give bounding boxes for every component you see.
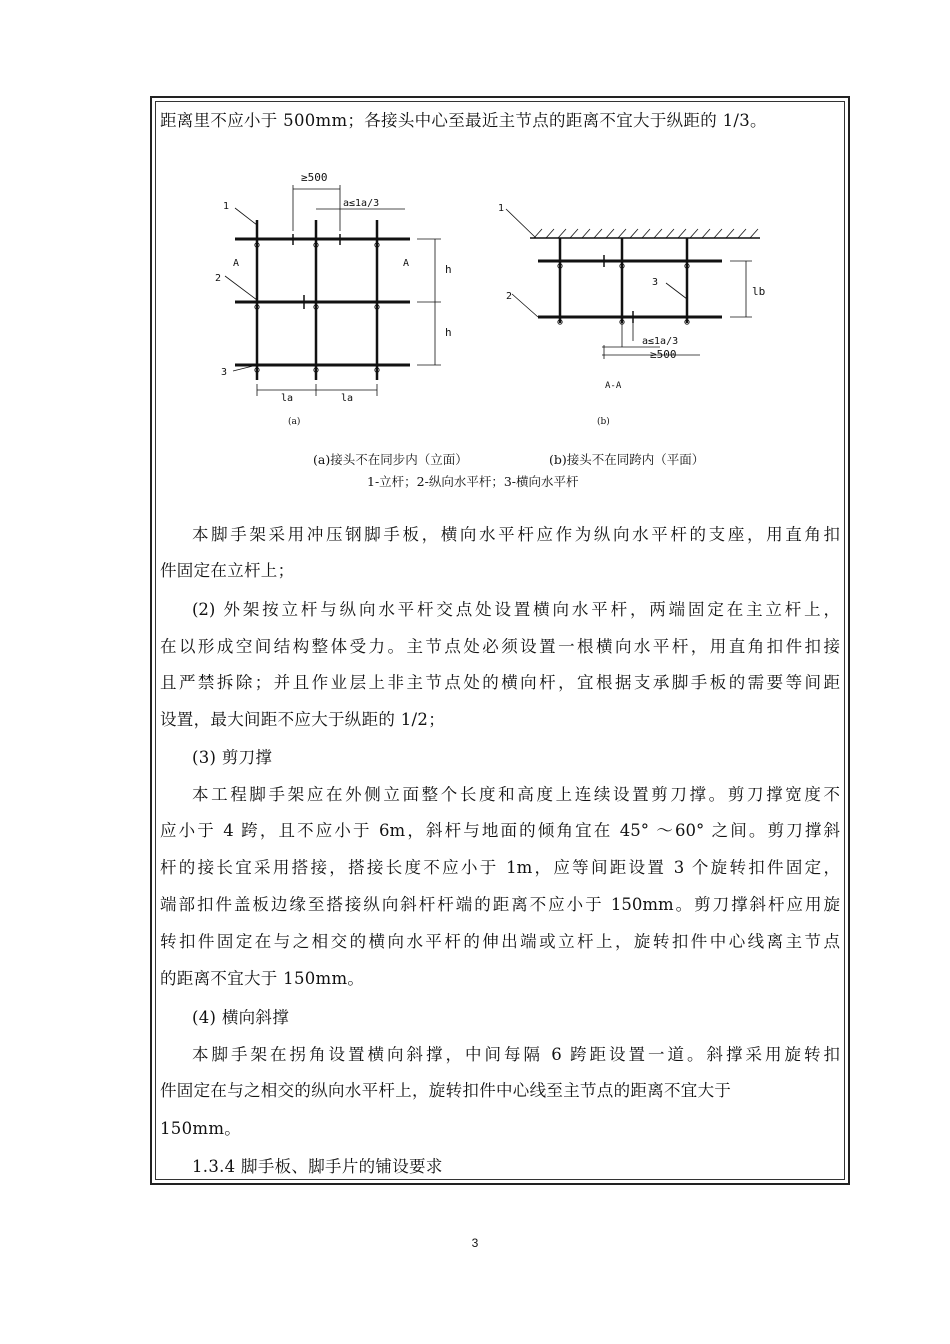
- figure-b-diagram: [490, 195, 770, 395]
- heading-4: (4) 横向斜撑: [192, 1008, 290, 1027]
- heading-3: (3) 剪刀撑: [192, 748, 273, 767]
- figure-b-sublabel: (b): [597, 417, 610, 427]
- para3-line2: 应小于 4 跨，且不应小于 6m，斜杆与地面的倾角宜在 45° ～60° 之间。剪刀撑斜: [160, 821, 840, 840]
- fig-a-section-left: A: [233, 258, 240, 269]
- para3-line3: 杆的接长宜采用搭接，搭接长度不应小于 1m，应等间距设置 3 个旋转扣件固定，: [160, 858, 840, 877]
- fig-b-lb: lb: [752, 285, 766, 298]
- fig-a-label-3: 3: [221, 367, 228, 378]
- para1-line2: 件固定在立杆上；: [160, 561, 295, 580]
- fig-a-dim-500: ≥500: [301, 171, 328, 184]
- para1-line1: 本脚手架采用冲压钢脚手板，横向水平杆应作为纵向水平杆的支座，用直角扣: [192, 525, 840, 544]
- fig-a-h2: h: [445, 326, 452, 339]
- fig-a-h1: h: [445, 263, 452, 276]
- para3-line5: 转扣件固定在与之相交的横向水平杆的伸出端或立杆上，旋转扣件中心线离主节点: [160, 932, 840, 951]
- fig-a-dim-a: a≤1a/3: [343, 198, 380, 209]
- fig-b-section: A-A: [605, 381, 622, 391]
- para2-line4: 设置，最大间距不应大于纵距的 1/2；: [160, 710, 445, 729]
- figure-a-diagram: [205, 165, 465, 415]
- fig-b-label-1: 1: [498, 203, 505, 214]
- top-line-text: 距离里不应小于 500mm；各接头中心至最近主节点的距离不宜大于纵距的 1/3。: [160, 111, 767, 130]
- fig-a-label-2: 2: [215, 273, 222, 284]
- para4-line2: 件固定在与之相交的纵向水平杆上，旋转扣件中心线至主节点的距离不宜大于: [160, 1081, 732, 1100]
- para3-line6: 的距离不宜大于 150mm。: [160, 969, 365, 988]
- section-title-1-3-4: 1.3.4 脚手板、脚手片的铺设要求: [192, 1157, 443, 1176]
- fig-a-section-right: A: [403, 258, 410, 269]
- para2-line2: 在以形成空间结构整体受力。主节点处必须设置一根横向水平杆，用直角扣件扣接: [160, 637, 840, 656]
- page-number: 3: [471, 1236, 479, 1250]
- para4-line3: 150mm。: [160, 1119, 242, 1138]
- fig-a-la1: la: [281, 393, 294, 404]
- para2-line3: 且严禁拆除；并且作业层上非主节点处的横向杆，宜根据支承脚手板的需要等间距: [160, 673, 840, 692]
- fig-a-la2: la: [341, 393, 354, 404]
- fig-b-label-3: 3: [652, 277, 659, 288]
- figure-caption-b: (b)接头不在同跨内（平面）: [549, 452, 705, 467]
- fig-b-label-2: 2: [506, 291, 513, 302]
- para4-line1: 本脚手架在拐角设置横向斜撑，中间每隔 6 跨距设置一道。斜撑采用旋转扣: [192, 1045, 840, 1064]
- fig-b-dim-500: ≥500: [650, 348, 677, 361]
- fig-b-dim-a: a≤1a/3: [642, 336, 679, 347]
- figure-a-sublabel: (a): [288, 417, 301, 427]
- figure-caption-a: (a)接头不在同步内（立面）: [313, 452, 468, 467]
- para3-line1: 本工程脚手架应在外侧立面整个长度和高度上连续设置剪刀撑。剪刀撑宽度不: [192, 785, 840, 804]
- fig-a-label-1: 1: [223, 201, 230, 212]
- para3-line4: 端部扣件盖板边缘至搭接纵向斜杆杆端的距离不应小于 150mm。剪刀撑斜杆应用旋: [160, 895, 840, 914]
- para2-line1: (2) 外架按立杆与纵向水平杆交点处设置横向水平杆，两端固定在主立杆上，: [192, 600, 840, 619]
- figure-legend: 1-立杆；2-纵向水平杆；3-横向水平杆: [367, 474, 579, 489]
